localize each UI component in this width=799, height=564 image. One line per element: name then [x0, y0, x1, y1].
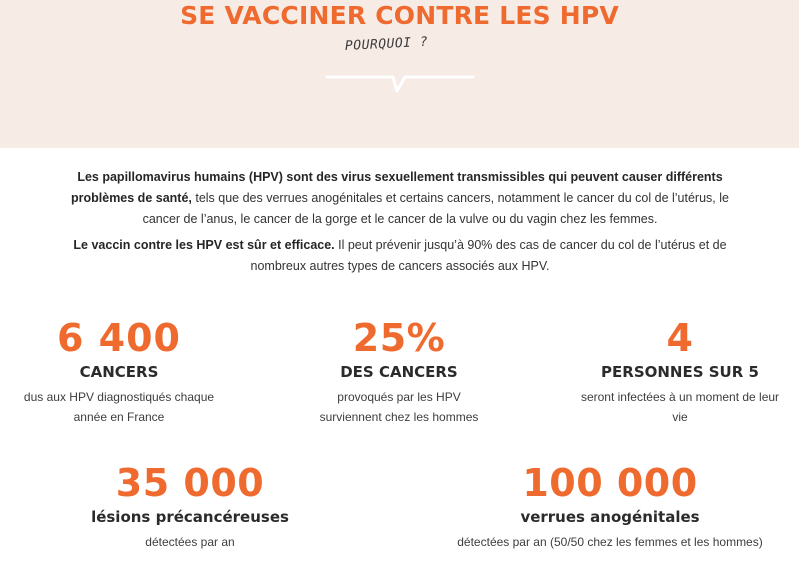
stat-description: détectées par an (50/50 chez les femmes et les hommes)	[457, 535, 763, 549]
intro-paragraph-1	[70, 167, 730, 230]
stat-number: 100 000	[522, 461, 698, 505]
stat-precancerous-lesions	[85, 461, 295, 552]
stat-label: DES CANCERS	[340, 363, 458, 381]
speech-bubble-icon	[325, 69, 475, 99]
stat-description: dus aux HPV diagnostiqués chaque année en France	[23, 390, 215, 424]
stat-number: 35 000	[115, 461, 265, 505]
stat-label: lésions précancéreuses	[91, 508, 289, 526]
stat-description: détectées par an	[145, 535, 235, 549]
stat-label: CANCERS	[79, 363, 159, 381]
intro-paragraph-1-rest: tels que des verrues anogénitales et certains cancers, notamment le cancer du col de l’utérus, le cancer de l’anus, le cancer de la gorge et le cancer de la vulve ou du vagin chez les femmes.	[142, 191, 729, 226]
intro-paragraph-2-bold: Le vaccin contre les HPV est sûr et efficace.	[73, 238, 335, 252]
stat-cancers	[12, 316, 226, 427]
stat-label: PERSONNES SUR 5	[601, 363, 759, 381]
intro-paragraph-1-bold: Les papillomavirus humains (HPV) sont des virus sexuellement transmissibles qui peuvent causer différents problèmes de santé,	[71, 170, 723, 205]
hero-subtitle: POURQUOI ?	[344, 34, 429, 54]
stat-number: 4	[666, 316, 694, 360]
stat-number: 6 400	[57, 316, 181, 360]
stat-anogenital-warts	[440, 461, 780, 552]
stat-description: seront infectées à un moment de leur vie	[580, 390, 780, 424]
stat-description: provoqués par les HPV surviennent chez les hommes	[319, 390, 479, 424]
intro-paragraph-2-rest: Il peut prévenir jusqu’à 90% des cas de cancer du col de l’utérus et de nombreux autres types de cancers associés aux HPV.	[250, 238, 727, 273]
stat-label: verrues anogénitales	[520, 508, 700, 526]
stat-cancers-men	[290, 316, 508, 427]
stat-persons-infected	[570, 316, 790, 427]
page-title: SE VACCINER CONTRE LES HPV	[180, 1, 619, 30]
intro-paragraph-2	[70, 235, 730, 277]
stat-number: 25%	[352, 316, 446, 360]
intro-text	[70, 167, 730, 282]
hero-banner	[0, 0, 799, 148]
